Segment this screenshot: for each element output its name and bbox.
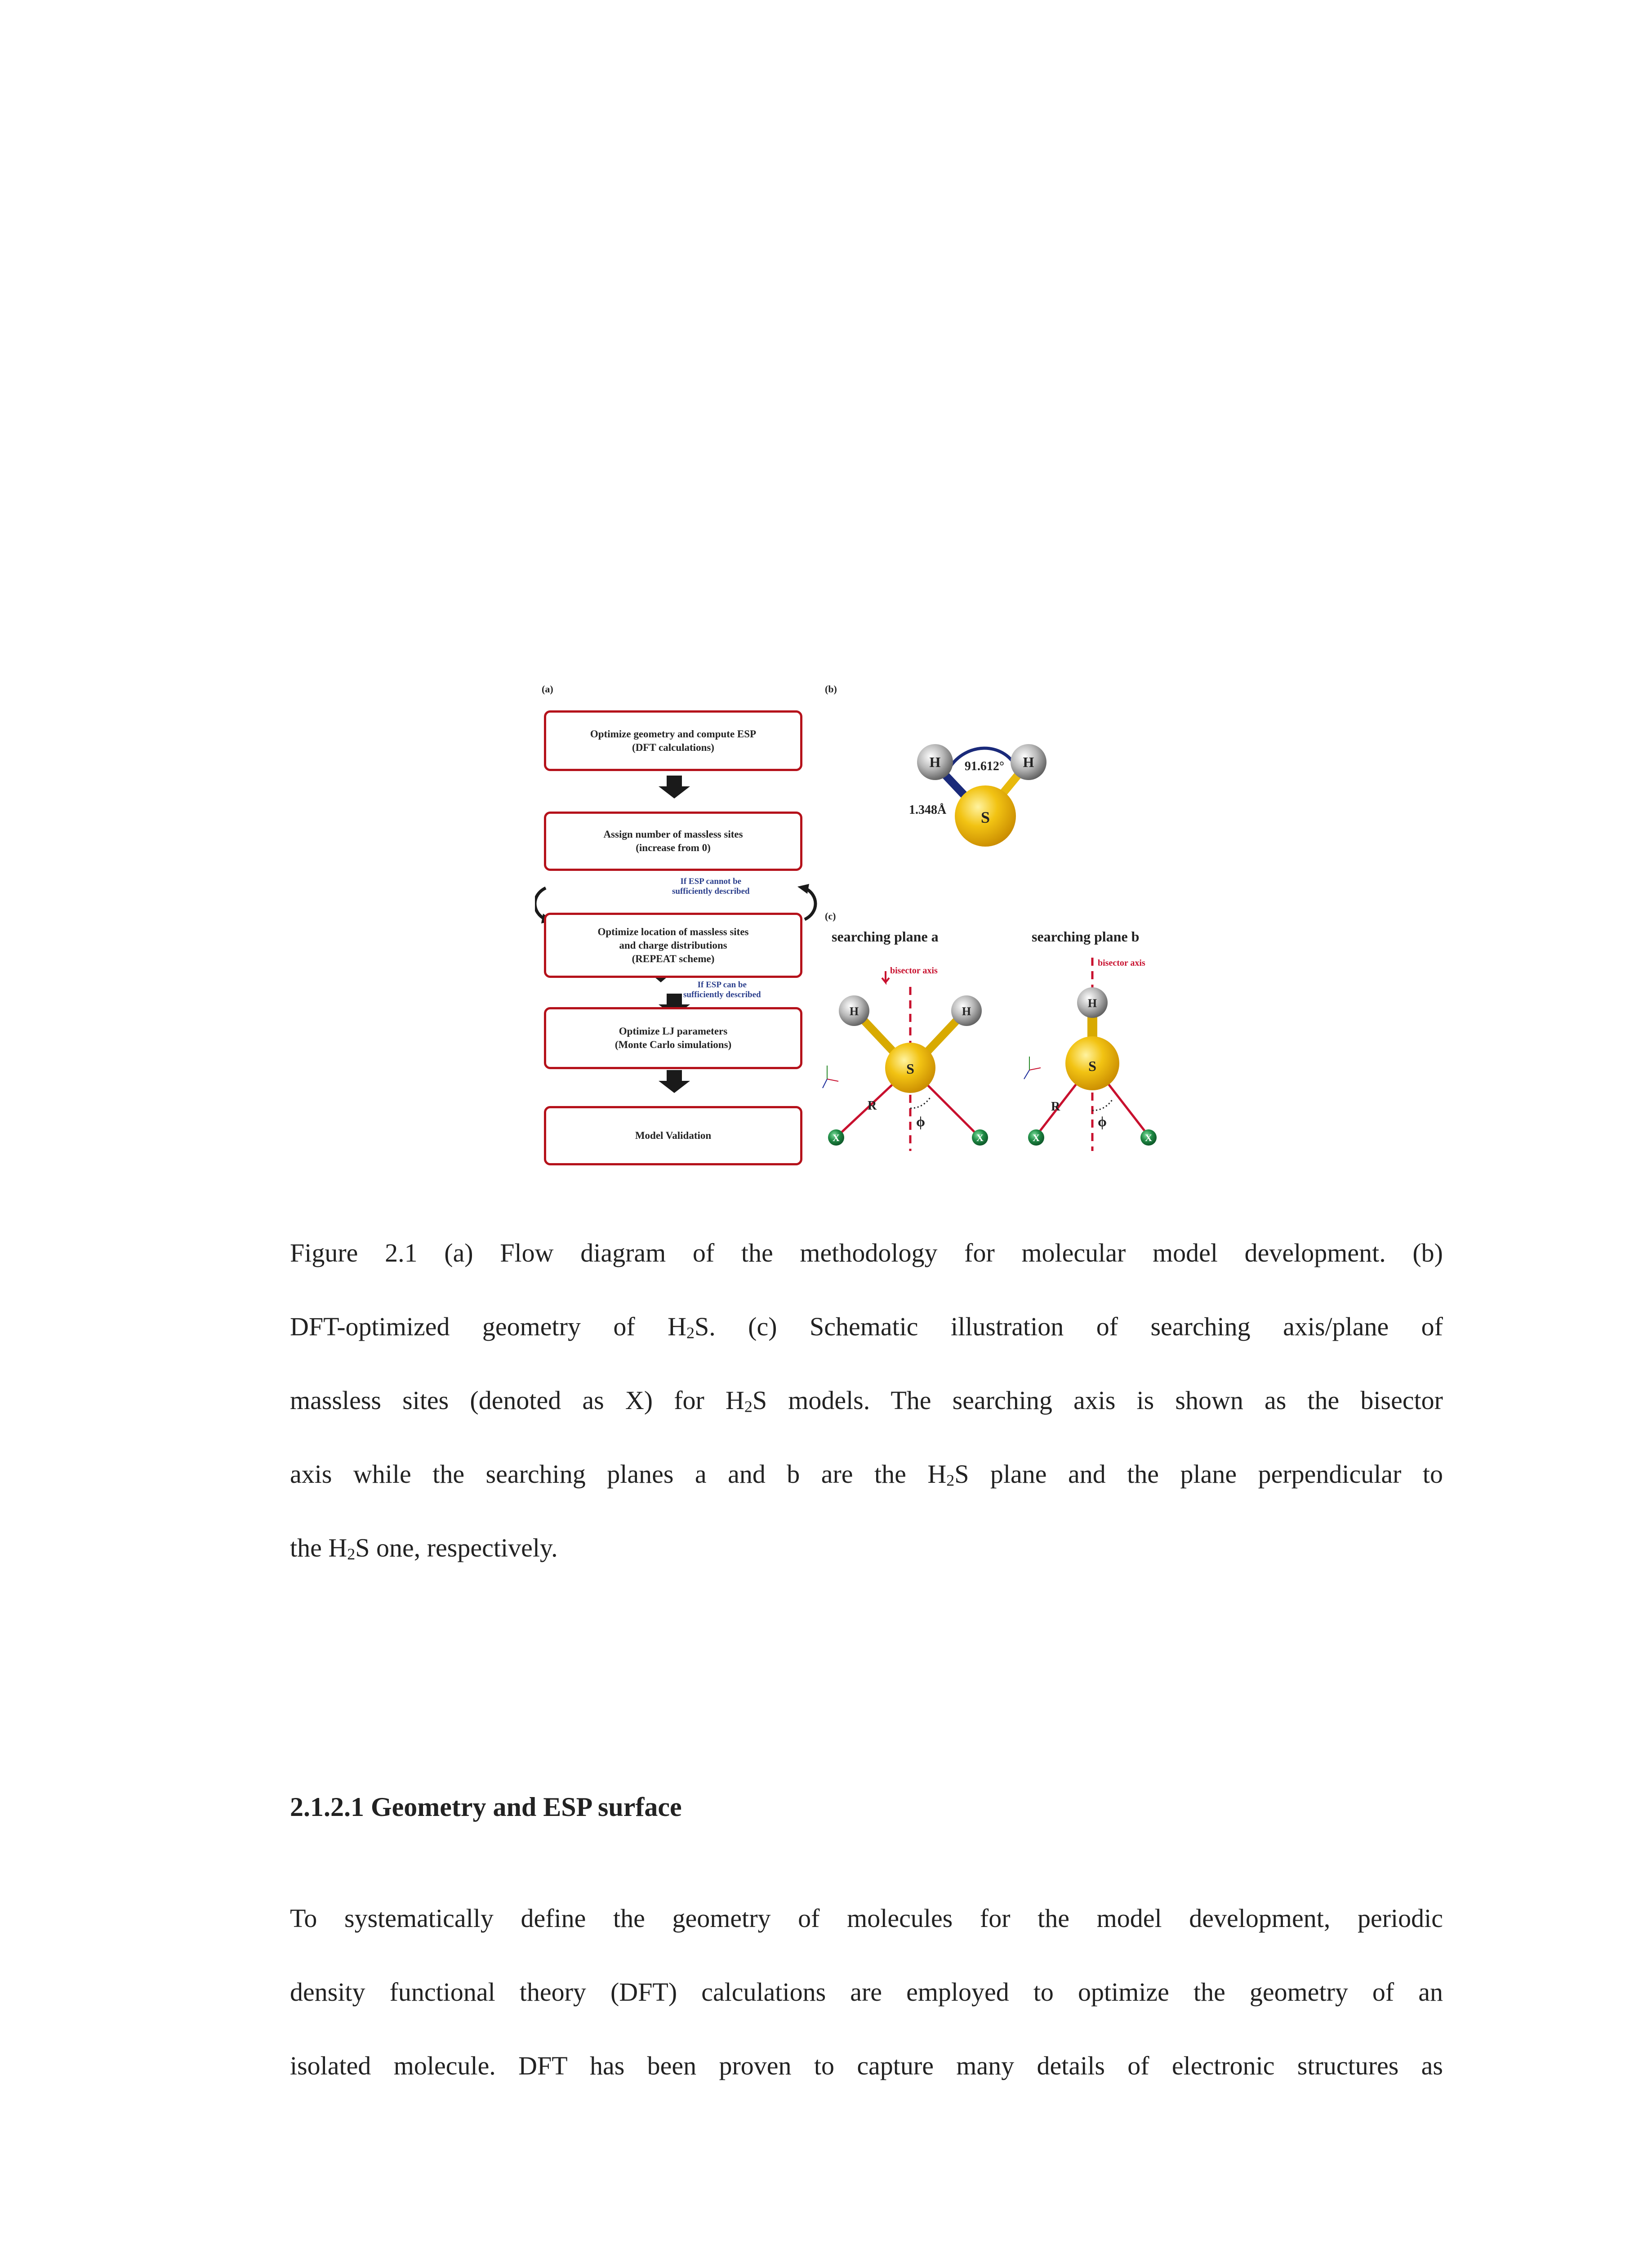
flow-step-text: Model Validation [635, 1130, 712, 1141]
flow-step-optimize-lj [544, 1007, 802, 1069]
down-arrow-icon [659, 776, 690, 798]
flow-step-text: (DFT calculations) [632, 741, 714, 753]
flow-step-text: Optimize LJ parameters [619, 1026, 728, 1037]
caption-text: S plane and the plane perpendicular to [954, 1459, 1443, 1489]
h2s-geometry-diagram [823, 683, 1209, 863]
condition-text: If ESP cannot be [680, 877, 742, 886]
atom-label: H [962, 1005, 971, 1018]
flow-step-text: (REPEAT scheme) [632, 953, 715, 964]
searching-plane-b-diagram [1020, 953, 1209, 1169]
bond-length-label: 1.348Å [909, 803, 947, 817]
atom-label: H [1087, 997, 1097, 1010]
bisector-axis-label: bisector axis [1098, 958, 1145, 968]
caption-line [290, 1216, 1443, 1290]
section-heading: 2.1.2.1 Geometry and ESP surface [290, 1792, 682, 1822]
caption-text: Figure 2.1 (a) Flow diagram of the methodology for molecular model development. (b) [290, 1238, 1443, 1267]
subscript: 2 [686, 1324, 695, 1342]
caption-text: axis while the searching planes a and b are the H [290, 1459, 947, 1489]
subscript: 2 [946, 1471, 955, 1490]
atom-label: S [1088, 1058, 1096, 1074]
caption-text: S. (c) Schematic illustration of searching axis/plane of [695, 1312, 1443, 1341]
r-label: R [1051, 1100, 1060, 1114]
flow-step-text: Optimize geometry and compute ESP [590, 728, 757, 740]
caption-text: S models. The searching axis is shown as the bisector [752, 1386, 1443, 1415]
flow-step-text: and charge distributions [619, 939, 727, 951]
phi-label: ϕ [916, 1113, 925, 1129]
body-paragraph [290, 1882, 1443, 2103]
panel-c-label: (c) [825, 910, 836, 922]
site-label: X [976, 1132, 984, 1143]
phi-arc [1092, 1099, 1113, 1111]
flow-step-text: (Monte Carlo simulations) [614, 1039, 732, 1050]
axes-triad-icon [823, 1066, 838, 1088]
bond-angle-label: 91.612° [964, 759, 1005, 773]
subscript: 2 [744, 1397, 753, 1416]
phi-label: ϕ [1098, 1113, 1107, 1129]
axes-triad-icon [1024, 1057, 1041, 1079]
atom-label: H [1023, 754, 1034, 770]
body-line: To systematically define the geometry of molecules for the model development, periodic [290, 1904, 1443, 1933]
flow-step-text: Assign number of massless sites [603, 829, 743, 840]
flow-step-text: (increase from 0) [636, 842, 711, 853]
r-label: R [868, 1099, 877, 1113]
figure-2-1 [535, 683, 1209, 1169]
caption-text: the H [290, 1533, 347, 1562]
condition-text: sufficiently described [672, 887, 750, 896]
bisector-axis-label: bisector axis [890, 966, 938, 976]
searching-plane-b-title: searching plane b [1032, 928, 1140, 945]
figure-caption [290, 1216, 1443, 1585]
flow-step-text: Optimize location of massless sites [597, 926, 749, 937]
site-label: X [833, 1132, 840, 1143]
site-label: X [1145, 1132, 1152, 1143]
site-label: X [1033, 1132, 1040, 1143]
atom-label: H [849, 1005, 859, 1018]
caption-line [290, 1290, 1443, 1364]
caption-line [290, 1437, 1443, 1511]
caption-text: DFT-optimized geometry of H [290, 1312, 687, 1341]
condition-esp-described [683, 980, 761, 1000]
body-line: density functional theory (DFT) calculations are employed to optimize the geometry of an [290, 1977, 1443, 2007]
caption-line [290, 1511, 1443, 1585]
atom-label: S [980, 808, 990, 826]
down-arrow-icon [659, 1070, 690, 1093]
condition-text: If ESP can be [697, 980, 747, 990]
condition-text: sufficiently described [683, 990, 761, 999]
body-line: isolated molecule. DFT has been proven to capture many details of electronic structures as [290, 2051, 1443, 2080]
condition-esp-not-described [672, 877, 750, 897]
flow-step-assign-sites [544, 812, 802, 871]
caption-text: massless sites (denoted as X) for H [290, 1386, 744, 1415]
caption-line [290, 1364, 1443, 1437]
flow-step-optimize-location [544, 913, 802, 978]
subscript: 2 [347, 1545, 356, 1563]
searching-plane-a-title: searching plane a [832, 928, 939, 945]
atom-label: S [906, 1061, 914, 1077]
searching-plane-a-diagram [818, 953, 1016, 1169]
flow-step-model-validation [544, 1106, 802, 1165]
atom-label: H [929, 754, 941, 770]
phi-arc [910, 1097, 931, 1108]
bisector-pointer [882, 971, 889, 982]
caption-text: S one, respectively. [355, 1533, 558, 1562]
panel-b-label: (b) [825, 683, 837, 695]
panel-a-label: (a) [542, 683, 553, 695]
